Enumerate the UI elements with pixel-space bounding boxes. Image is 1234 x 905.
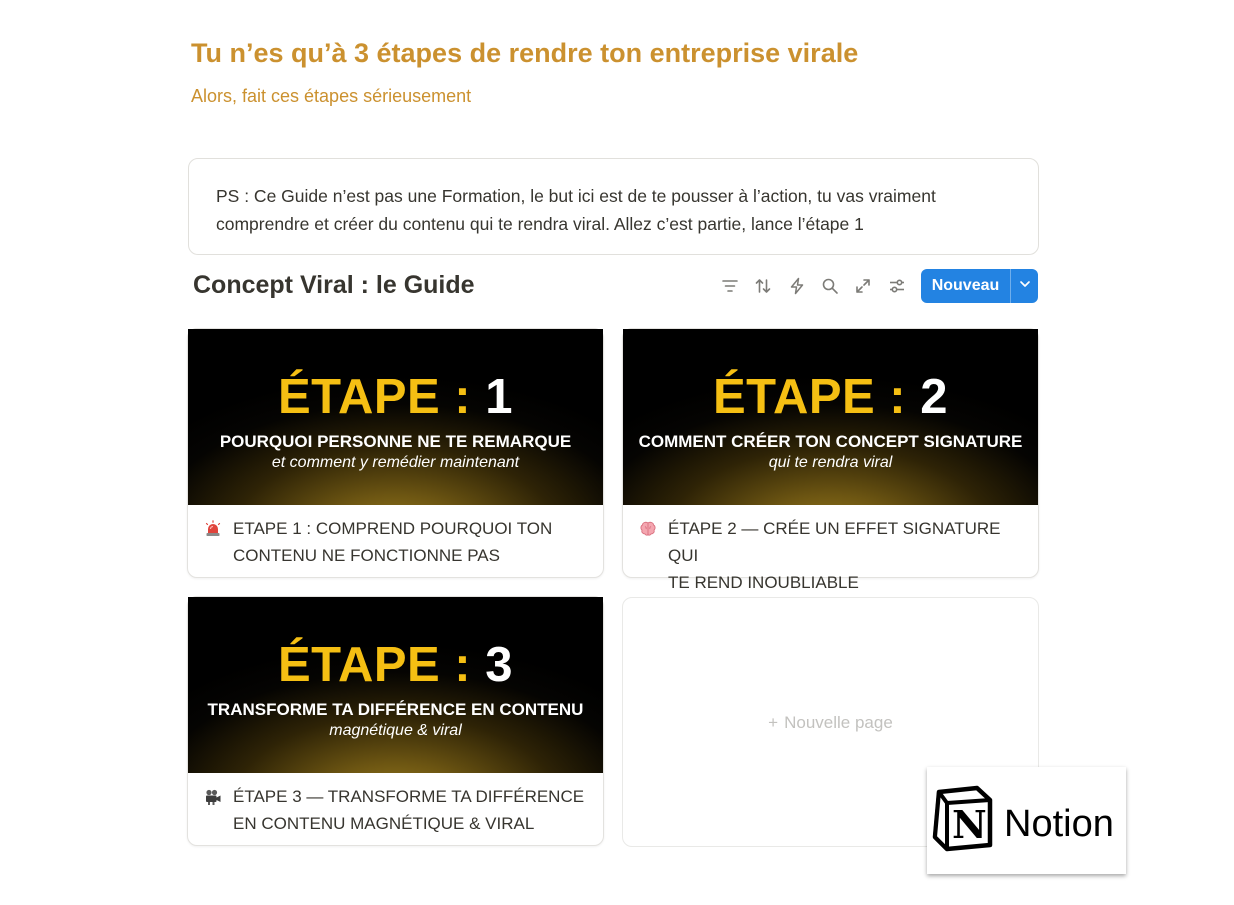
new-button	[921, 269, 1038, 303]
gallery-card-step-3[interactable]	[187, 596, 604, 846]
card-title-line-1: ÉTAPE 2 — CRÉE UN EFFET SIGNATURE QUI	[668, 519, 1001, 565]
card-title	[188, 505, 603, 569]
database-title[interactable]: Concept Viral : le Guide	[193, 271, 475, 299]
callout-line-2: comprendre et créer du contenu qui te rendra viral. Allez c’est partie, lance l’étape 1	[216, 214, 864, 234]
card-cover	[188, 597, 603, 773]
database-header	[193, 268, 1039, 306]
card-title	[188, 773, 603, 837]
page-title: Tu n’es qu’à 3 étapes de rendre ton entreprise virale	[191, 38, 859, 68]
cover-heading: COMMENT CRÉER TON CONCEPT SIGNATURE	[638, 432, 1023, 451]
cover-heading: TRANSFORME TA DIFFÉRENCE EN CONTENU	[207, 700, 584, 719]
card-cover	[623, 329, 1038, 505]
card-title-line-2: TE REND INOUBLIABLE	[668, 573, 859, 592]
cover-number: 1	[485, 370, 514, 424]
siren-icon	[204, 519, 222, 537]
cover-title: ÉTAPE : 2	[712, 370, 949, 424]
callout	[188, 158, 1039, 255]
notion-logo	[927, 767, 1126, 874]
movie-camera-icon	[204, 787, 222, 805]
card-title-line-2: CONTENU NE FONCTIONNE PAS	[233, 546, 500, 565]
search-icon[interactable]	[820, 276, 840, 296]
filter-icon[interactable]	[720, 276, 740, 296]
new-page-label: Nouvelle page	[784, 713, 893, 732]
new-button-label[interactable]: Nouveau	[931, 277, 1000, 294]
notion-logo-icon	[931, 785, 995, 851]
cover-title: ÉTAPE : 3	[277, 638, 514, 692]
gallery-card-step-2[interactable]	[622, 328, 1039, 592]
card-title-line-1: ETAPE 1 : COMPREND POURQUOI TON	[233, 519, 553, 538]
notion-logo-word: Notion	[1004, 803, 1114, 845]
card-title-line-2: EN CONTENU MAGNÉTIQUE & VIRAL	[233, 814, 535, 833]
automation-icon[interactable]	[787, 276, 807, 296]
cover-heading: POURQUOI PERSONNE NE TE REMARQUE	[219, 432, 572, 451]
card-title	[623, 505, 1038, 596]
notion-logo-letter: N	[952, 802, 987, 847]
sort-icon[interactable]	[753, 276, 773, 296]
cover-subtitle: magnétique & viral	[329, 722, 462, 739]
card-title-line-1: ÉTAPE 3 — TRANSFORME TA DIFFÉRENCE	[233, 787, 585, 806]
cover-title: ÉTAPE : 1	[277, 370, 514, 424]
card-cover	[188, 329, 603, 505]
settings-icon[interactable]	[887, 276, 907, 296]
chevron-down-icon	[1018, 277, 1032, 296]
cover-number: 3	[485, 638, 514, 692]
cover-subtitle: qui te rendra viral	[768, 454, 893, 471]
new-button-dropdown[interactable]	[1011, 269, 1038, 303]
callout-line-1: PS : Ce Guide n’est pas une Formation, le but ici est de te pousser à l’action, tu vas vraiment	[216, 186, 936, 206]
expand-icon[interactable]	[853, 276, 873, 296]
plus-icon: +	[768, 713, 779, 732]
new-page-button[interactable]	[623, 713, 1038, 733]
brain-icon	[639, 519, 657, 537]
cover-subtitle: et comment y remédier maintenant	[271, 454, 520, 471]
page-subtitle: Alors, fait ces étapes sérieusement	[191, 86, 472, 106]
cover-number: 2	[920, 370, 949, 424]
gallery-card-step-1[interactable]	[187, 328, 604, 578]
